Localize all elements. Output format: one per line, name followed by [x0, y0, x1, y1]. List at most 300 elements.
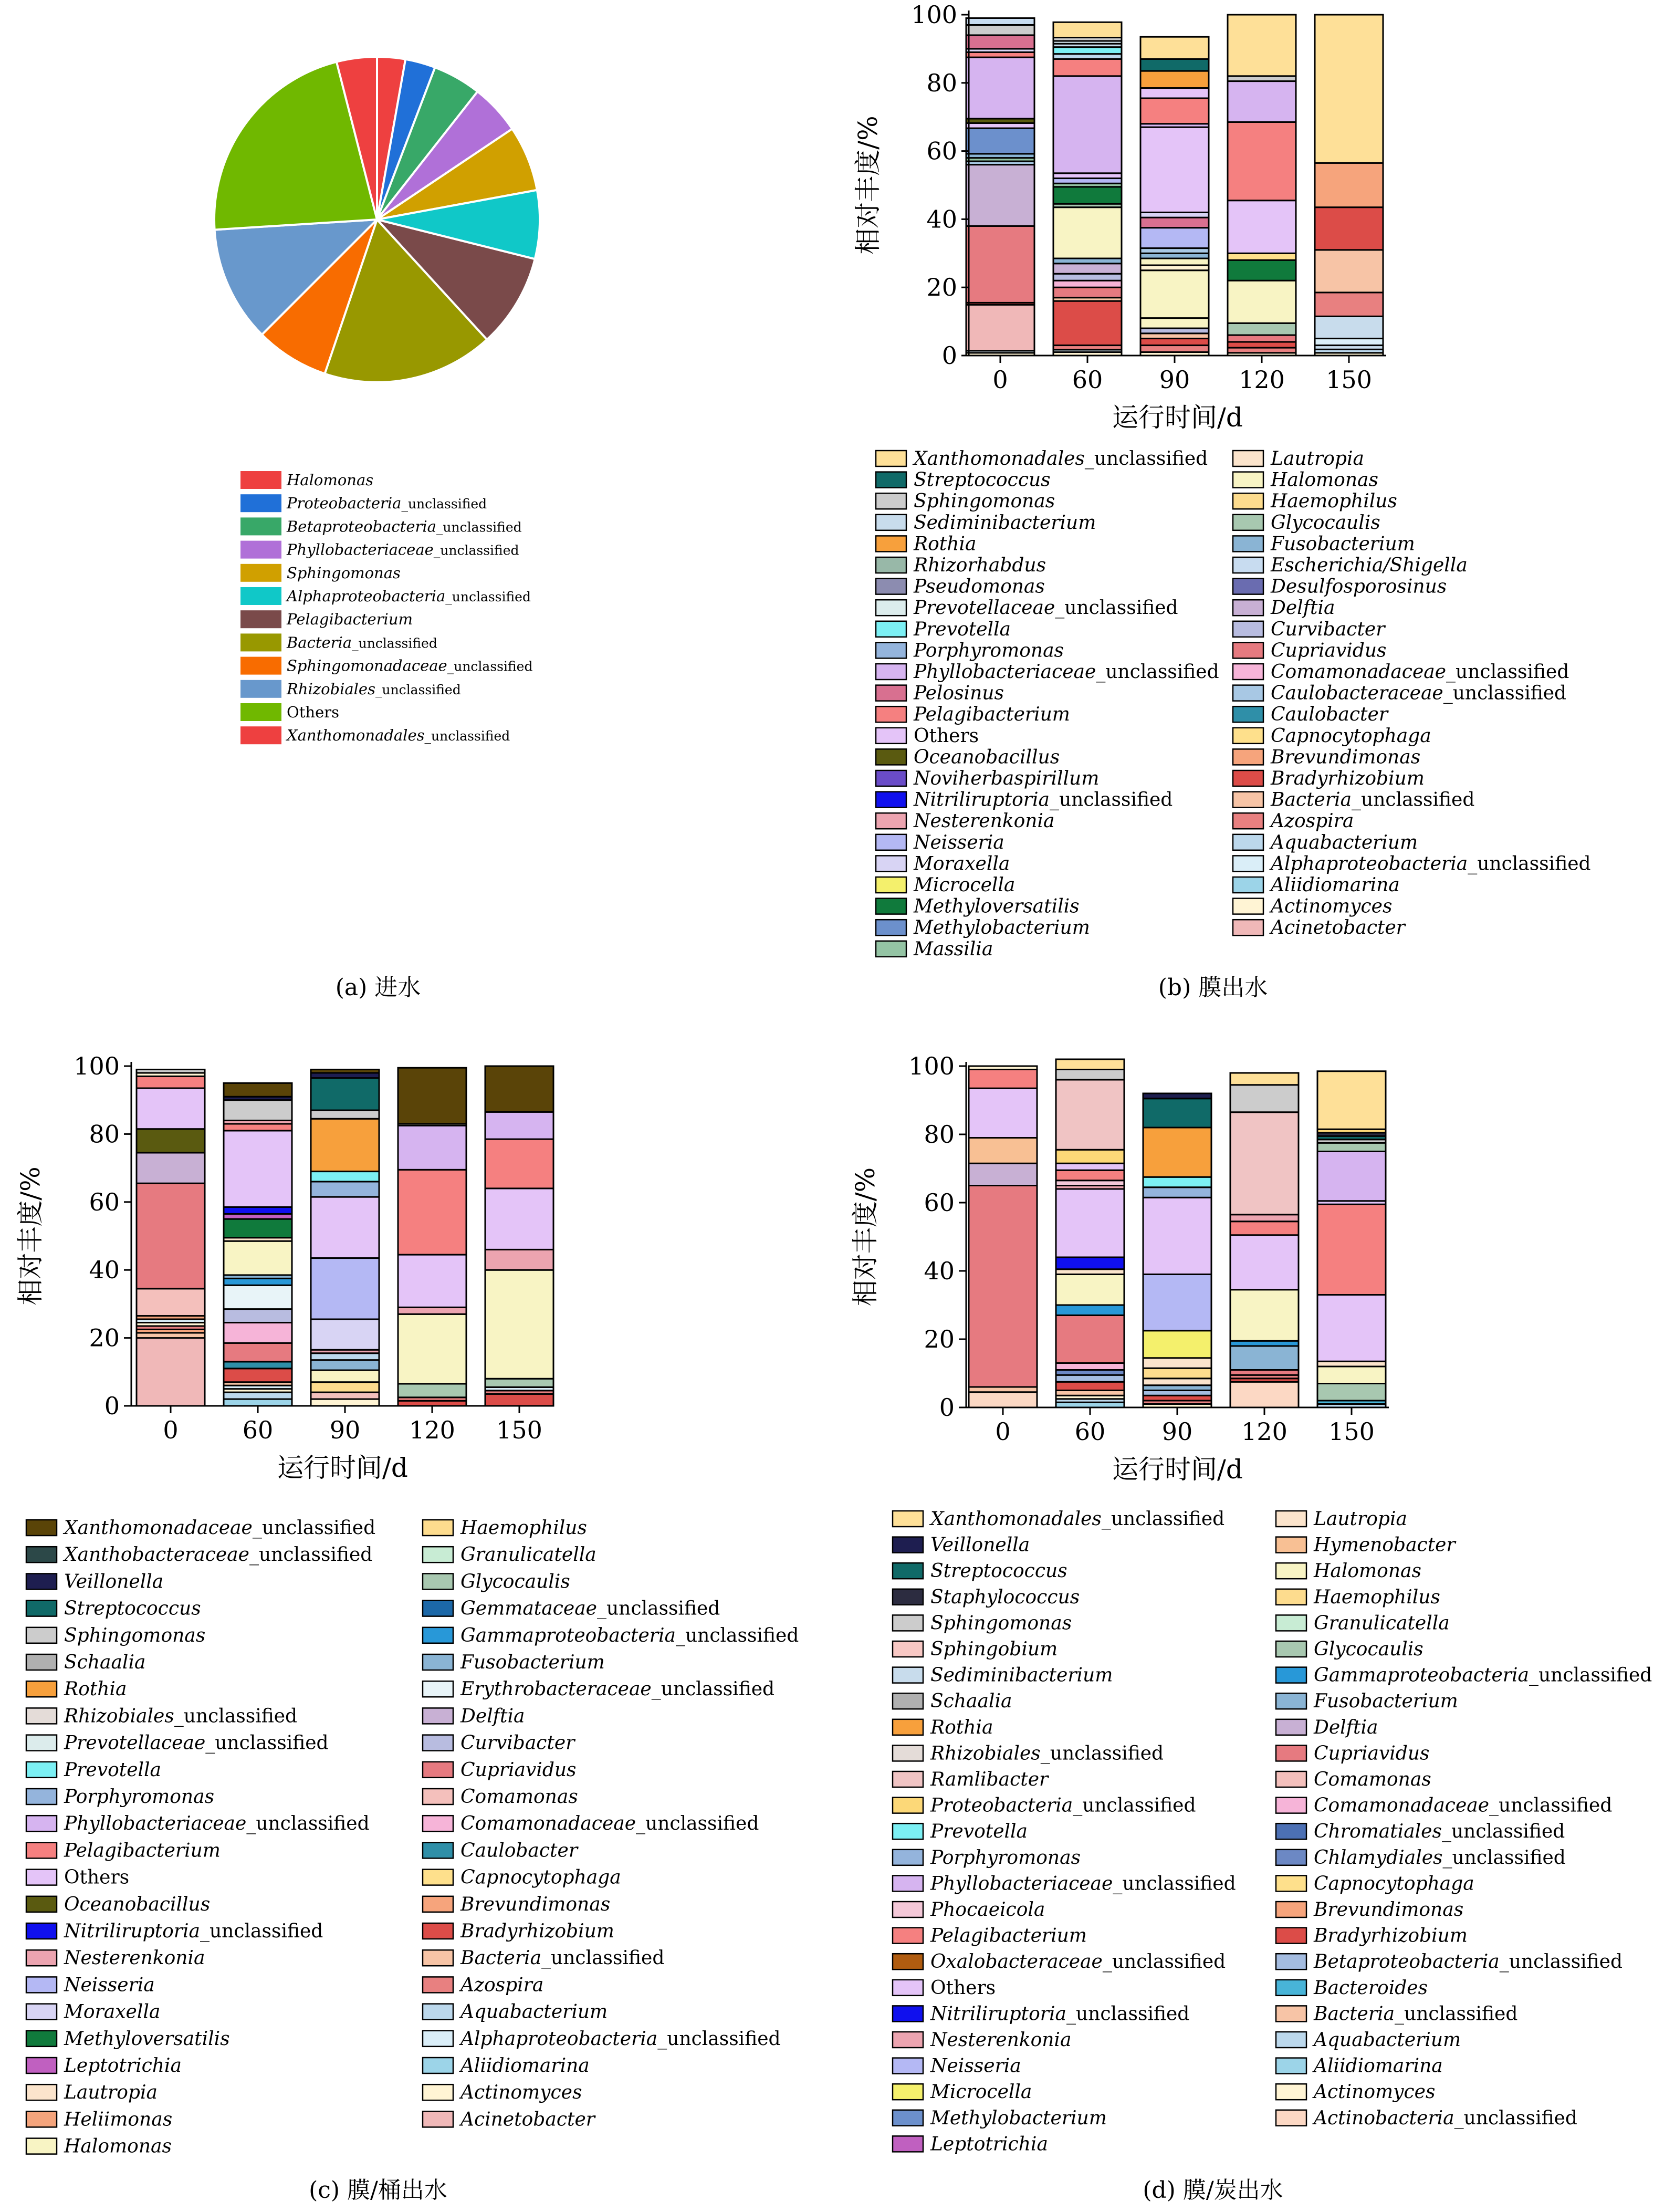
legend-label: Caulobacter [1271, 704, 1388, 726]
legend-label: Aliidiomarina [460, 2055, 590, 2077]
legend-swatch [1276, 1771, 1306, 1787]
legend-label: Sphingomonas [930, 1612, 1072, 1634]
legend-label: Escherichia/Shigella [1271, 555, 1468, 576]
legend-swatch [876, 493, 906, 509]
legend-label: Neisseria [64, 1974, 155, 1996]
legend-swatch [423, 1789, 453, 1804]
bar-segment [1230, 1222, 1299, 1235]
legend-label: Methyloversatilis [64, 2028, 230, 2050]
bar-segment [1053, 301, 1122, 345]
bar-segment [1315, 339, 1383, 346]
legend-swatch [240, 541, 281, 559]
bar-segment [224, 1131, 292, 1207]
legend-label: Pelagibacterium [287, 610, 413, 629]
legend-swatch [876, 813, 906, 829]
legend-label: Phyllobacteriaceae_unclassified [914, 661, 1219, 683]
legend-label: Capnocytophaga [1314, 1873, 1474, 1895]
legend-swatch [893, 2006, 923, 2021]
legend-swatch [893, 1563, 923, 1579]
legend-swatch [893, 1615, 923, 1631]
legend-swatch [240, 680, 281, 698]
x-tick-label: 90 [1161, 1417, 1193, 1446]
bar-segment [1056, 1150, 1124, 1163]
legend-swatch [26, 2138, 57, 2154]
legend-swatch [1233, 472, 1263, 488]
bar-segment [1143, 1093, 1211, 1099]
legend-swatch [876, 834, 906, 850]
legend-swatch [1233, 600, 1263, 615]
legend-label: Veillonella [64, 1571, 164, 1593]
legend-label: Porphyromonas [914, 640, 1064, 662]
legend-label: Glycocaulis [460, 1571, 570, 1593]
bar-segment [398, 1170, 466, 1255]
bar-segment [1228, 280, 1296, 323]
legend-swatch [1233, 728, 1263, 744]
legend-label: Bacteria_unclassified [287, 633, 437, 652]
legend-label: Alphaproteobacteria_unclassified [460, 2028, 781, 2050]
legend-label: Others [287, 703, 340, 721]
legend-swatch [893, 1693, 923, 1709]
legend-swatch [876, 920, 906, 935]
legend-label: Curvibacter [1271, 618, 1385, 640]
bar-segment [1230, 1085, 1299, 1112]
bar-segment [1228, 342, 1296, 348]
panel-c-stacked-bar-chart [15, 1052, 799, 2157]
x-tick-label: 150 [1328, 1417, 1375, 1446]
bar-segment [485, 1249, 553, 1270]
legend-swatch [423, 2084, 453, 2100]
legend-label: Fusobacterium [1314, 1691, 1458, 1713]
legend-label: Rothia [914, 533, 977, 555]
bar-segment [1140, 318, 1209, 328]
legend-label: Cupriavidus [1314, 1743, 1430, 1765]
bar-segment [137, 1338, 205, 1406]
legend-swatch [26, 2031, 57, 2047]
legend-swatch [1276, 1537, 1306, 1553]
bar-segment [137, 1153, 205, 1183]
legend-swatch [1233, 685, 1263, 701]
legend-label: Phyllobacteriaceae_unclassified [287, 540, 519, 559]
x-tick-label: 90 [1159, 366, 1190, 394]
bar-segment [398, 1307, 466, 1314]
legend-swatch [876, 792, 906, 808]
legend-label: Comamonadaceae_unclassified [1314, 1794, 1613, 1817]
legend-swatch [26, 1923, 57, 1939]
y-tick-label: 20 [926, 273, 957, 302]
x-tick-label: 60 [242, 1416, 274, 1444]
bar-segment [1230, 1073, 1299, 1085]
legend-swatch [876, 749, 906, 765]
legend-swatch [26, 2084, 57, 2100]
legend-swatch [893, 1667, 923, 1683]
bar-segment [311, 1110, 379, 1119]
legend-swatch [893, 1850, 923, 1865]
legend-swatch [1233, 451, 1263, 466]
legend-swatch [1276, 1875, 1306, 1891]
legend-label: Betaproteobacteria_unclassified [1314, 1951, 1623, 1973]
bar-segment [224, 1369, 292, 1382]
legend-label: Pelagibacterium [930, 1925, 1087, 1947]
legend-swatch [1276, 1954, 1306, 1969]
bar-segment [137, 1076, 205, 1088]
legend-label: Sphingomonadaceae_unclassified [287, 656, 533, 675]
bar-segment [1143, 1177, 1211, 1187]
bar-segment [1315, 207, 1383, 250]
legend-swatch [1276, 2032, 1306, 2048]
bar-segment [1315, 293, 1383, 316]
bar-segment [1228, 15, 1296, 76]
legend-label: Alphaproteobacteria_unclassified [287, 587, 531, 605]
bar-segment [1315, 15, 1383, 163]
bar-segment [1140, 127, 1209, 212]
legend-swatch [26, 1601, 57, 1616]
legend-swatch [876, 600, 906, 615]
legend-label: Lautropia [64, 2082, 158, 2104]
bar-segment [137, 1289, 205, 1316]
caption-c: (c) 膜/桶出水 [309, 2177, 447, 2204]
legend-swatch [893, 2136, 923, 2152]
legend-label: Comamonadaceae_unclassified [460, 1813, 759, 1835]
bar-segment [1053, 59, 1122, 76]
bar-segment [398, 1314, 466, 1384]
bar-segment [485, 1188, 553, 1249]
bar-segment [1056, 1170, 1124, 1181]
bar-segment [969, 1392, 1037, 1407]
legend-swatch [423, 1923, 453, 1939]
bar-segment [969, 1138, 1037, 1164]
legend-label: Methylobacterium [930, 2107, 1107, 2129]
legend-swatch [1276, 1511, 1306, 1527]
legend-swatch [893, 1823, 923, 1839]
legend-label: Sphingomonas [287, 564, 401, 582]
bar-segment [1228, 201, 1296, 254]
bar-segment [311, 1370, 379, 1382]
legend-swatch [893, 2058, 923, 2074]
legend-label: Delftia [1271, 597, 1335, 619]
legend-label: Pelagibacterium [64, 1840, 221, 1862]
legend-label: Prevotellaceae_unclassified [914, 597, 1178, 619]
legend-label: Bacteria_unclassified [460, 1947, 665, 1969]
legend-label: Porphyromonas [64, 1786, 215, 1808]
legend-swatch [26, 1573, 57, 1589]
legend-swatch [876, 685, 906, 701]
bar-segment [1140, 346, 1209, 352]
legend-label: Nesterenkonia [914, 810, 1055, 832]
legend-swatch [26, 1789, 57, 1804]
bar-segment [1317, 1295, 1386, 1362]
legend-swatch [893, 2032, 923, 2048]
legend-label: Brevundimonas [1314, 1899, 1464, 1921]
legend-swatch [423, 1627, 453, 1643]
bar-segment [1228, 260, 1296, 280]
legend-label: Microcella [914, 874, 1016, 896]
y-tick-label: 60 [924, 1188, 955, 1217]
legend-label: Prevotella [914, 618, 1011, 640]
legend-label: Oceanobacillus [914, 746, 1060, 768]
legend-label: Sphingomonas [914, 491, 1055, 513]
legend-label: Halomonas [1314, 1560, 1421, 1582]
legend-swatch [893, 2084, 923, 2100]
bar-segment [311, 1392, 379, 1399]
legend-swatch [1233, 792, 1263, 808]
legend-swatch [1276, 1641, 1306, 1657]
x-tick-label: 60 [1072, 366, 1103, 394]
legend-label: Cupriavidus [460, 1759, 577, 1781]
legend-label: Chromatiales_unclassified [1314, 1821, 1565, 1843]
y-tick-label: 100 [74, 1052, 120, 1080]
legend-label: Leptotrichia [930, 2133, 1048, 2155]
legend-label: Sphingobium [930, 1639, 1058, 1660]
legend-swatch [893, 1902, 923, 1917]
legend-swatch [423, 1896, 453, 1912]
caption-a: (a) 进水 [335, 974, 421, 1001]
legend-swatch [893, 1875, 923, 1891]
legend-label: Prevotella [930, 1821, 1028, 1843]
legend-swatch [876, 899, 906, 914]
x-tick-label: 150 [496, 1416, 542, 1444]
panel-d-stacked-bar-chart [850, 1052, 1652, 2155]
bar-segment [398, 1068, 466, 1124]
legend-swatch [1233, 621, 1263, 637]
bar-segment [1228, 122, 1296, 200]
legend-label: Nesterenkonia [930, 2029, 1072, 2051]
legend-swatch [1276, 1928, 1306, 1944]
legend-swatch [423, 1977, 453, 1992]
legend-swatch [1276, 1745, 1306, 1761]
bar-segment [1317, 1071, 1386, 1130]
bar-segment [311, 1353, 379, 1360]
panel-b-stacked-bar-chart [853, 1, 1591, 960]
legend-swatch [876, 770, 906, 786]
legend-swatch [1233, 536, 1263, 551]
legend-label: Haemophilus [460, 1517, 587, 1539]
y-axis-label: 相对丰度/% [850, 1167, 881, 1307]
legend-label: Actinomyces [1314, 2081, 1436, 2103]
legend-swatch [423, 2031, 453, 2047]
legend-swatch [1276, 2006, 1306, 2021]
y-axis-label: 相对丰度/% [853, 116, 883, 255]
legend-swatch [26, 1735, 57, 1751]
bar-segment [1140, 270, 1209, 318]
legend-label: Haemophilus [1271, 491, 1397, 513]
legend-swatch [893, 1537, 923, 1553]
bar-segment [966, 305, 1034, 351]
legend-swatch [893, 1511, 923, 1527]
bar-segment [1230, 1290, 1299, 1341]
x-tick-label: 60 [1074, 1417, 1106, 1446]
bar-segment [966, 18, 1034, 25]
bar-segment [969, 1066, 1037, 1070]
legend-label: Pelagibacterium [914, 704, 1070, 726]
x-axis-label: 运行时间/d [1112, 1454, 1243, 1485]
bar-segment [966, 35, 1034, 49]
y-tick-label: 40 [924, 1257, 955, 1285]
legend-label: Prevotella [64, 1759, 162, 1781]
legend-swatch [1276, 1980, 1306, 1996]
bar-segment [1230, 1235, 1299, 1290]
bar-segment [311, 1399, 379, 1406]
legend-swatch [876, 579, 906, 594]
bar-segment [1056, 1080, 1124, 1150]
legend-label: Porphyromonas [930, 1846, 1081, 1869]
x-tick-label: 120 [1241, 1417, 1287, 1446]
legend-swatch [876, 728, 906, 744]
legend-swatch [423, 1815, 453, 1831]
legend-swatch [1233, 920, 1263, 935]
bar-segment [1053, 264, 1122, 274]
legend-label: Comamonadaceae_unclassified [1271, 661, 1569, 683]
legend-swatch [423, 1708, 453, 1724]
legend-swatch [26, 1950, 57, 1966]
legend-label: Acinetobacter [460, 2109, 595, 2131]
bar-segment [1056, 1163, 1124, 1170]
legend-label: Rhizorhabdus [914, 555, 1046, 576]
legend-label: Heliimonas [64, 2109, 173, 2131]
bar-segment [311, 1119, 379, 1171]
legend-label: Pseudomonas [914, 576, 1045, 598]
legend-label: Bacteria_unclassified [1271, 789, 1475, 811]
legend-swatch [423, 1762, 453, 1778]
bar-segment [1317, 1152, 1386, 1201]
legend-swatch [1233, 855, 1263, 871]
legend-swatch [893, 1980, 923, 1996]
bar-segment [224, 1362, 292, 1369]
bar-segment [1230, 1215, 1299, 1222]
bar-segment [311, 1197, 379, 1258]
legend-label: Caulobacter [460, 1840, 578, 1862]
y-tick-label: 60 [89, 1187, 120, 1216]
bar-segment [966, 165, 1034, 226]
legend-label: Capnocytophaga [460, 1866, 621, 1888]
legend-swatch [26, 1815, 57, 1831]
legend-label: Methyloversatilis [914, 895, 1080, 917]
legend-swatch [26, 1896, 57, 1912]
legend-label: Phocaeicola [930, 1899, 1045, 1921]
legend-swatch [240, 587, 281, 605]
bar-segment [137, 1129, 205, 1153]
legend-label: Actinobacteria_unclassified [1314, 2107, 1577, 2129]
bar-segment [224, 1207, 292, 1214]
legend-swatch [240, 726, 281, 744]
y-tick-label: 100 [911, 1, 957, 29]
legend-swatch [1233, 515, 1263, 530]
bar-segment [311, 1078, 379, 1110]
legend-swatch [876, 941, 906, 957]
bar-segment [224, 1392, 292, 1399]
legend-swatch [26, 1762, 57, 1778]
legend-swatch [423, 1547, 453, 1562]
legend-swatch [26, 1627, 57, 1643]
legend-swatch [423, 1573, 453, 1589]
legend-swatch [423, 1520, 453, 1536]
legend-swatch [423, 1735, 453, 1751]
y-tick-label: 40 [89, 1256, 120, 1285]
legend-label: Gemmataceae_unclassified [460, 1598, 720, 1620]
legend-swatch [1233, 770, 1263, 786]
bar-segment [1140, 37, 1209, 59]
legend-label: Azospira [1271, 810, 1354, 832]
legend-swatch [1233, 706, 1263, 722]
legend-swatch [1276, 1823, 1306, 1839]
legend-label: Lautropia [1314, 1508, 1407, 1530]
legend-label: Desulfosporosinus [1271, 576, 1447, 598]
bar-segment [1056, 1375, 1124, 1382]
legend-label: Glycocaulis [1314, 1639, 1423, 1660]
legend-label: Staphylococcus [930, 1586, 1080, 1608]
legend-swatch [876, 877, 906, 893]
legend-swatch [240, 471, 281, 489]
legend-label: Others [64, 1866, 130, 1888]
legend-swatch [1276, 1667, 1306, 1683]
legend-label: Acinetobacter [1271, 917, 1405, 939]
legend-label: Granulicatella [1314, 1612, 1450, 1634]
legend-swatch [26, 1681, 57, 1697]
legend-label: Proteobacteria_unclassified [287, 494, 487, 513]
bar-segment [966, 128, 1034, 154]
legend-label: Gammaproteobacteria_unclassified [460, 1624, 799, 1646]
x-tick-label: 0 [992, 366, 1008, 394]
bar-segment [1140, 258, 1209, 265]
legend-label: Aliidiomarina [1271, 874, 1400, 896]
bar-segment [137, 1183, 205, 1289]
legend-label: Rhizobiales_unclassified [64, 1705, 298, 1727]
bar-segment [224, 1399, 292, 1406]
legend-label: Rothia [930, 1716, 993, 1738]
bar-segment [224, 1241, 292, 1275]
legend-label: Azospira [460, 1974, 544, 1996]
bar-segment [311, 1360, 379, 1370]
y-tick-label: 20 [924, 1325, 955, 1353]
legend-swatch [876, 451, 906, 466]
legend-label: Aquabacterium [1271, 831, 1418, 853]
legend-label: Granulicatella [460, 1544, 596, 1566]
legend-label: Xanthomonadales_unclassified [287, 726, 510, 745]
legend-label: Others [930, 1977, 996, 1999]
bar-segment [1228, 81, 1296, 122]
legend-label: Bradyrhizobium [460, 1921, 614, 1942]
legend-label: Halomonas [287, 471, 374, 489]
y-axis-label: 相对丰度/% [15, 1166, 46, 1306]
legend-label: Chlamydiales_unclassified [1314, 1846, 1566, 1869]
bar-segment [966, 226, 1034, 302]
panel-a-pie-chart [214, 57, 540, 744]
legend-label: Delftia [460, 1705, 525, 1727]
bar-segment [1317, 1143, 1386, 1151]
bar-segment [1228, 253, 1296, 260]
legend-label: Methylobacterium [914, 917, 1090, 939]
legend-swatch [1233, 579, 1263, 594]
bar-segment [1143, 1099, 1211, 1128]
bar-segment [1143, 1197, 1211, 1274]
legend-label: Actinomyces [1271, 895, 1393, 917]
legend-swatch [423, 2111, 453, 2127]
legend-label: Sediminibacterium [930, 1664, 1113, 1686]
bar-segment [1315, 163, 1383, 207]
legend-label: Moraxella [64, 2001, 161, 2023]
legend-label: Caulobacteraceae_unclassified [1271, 682, 1567, 704]
legend-label: Aquabacterium [1314, 2029, 1461, 2051]
legend-swatch [1276, 1693, 1306, 1709]
legend-label: Microcella [930, 2081, 1032, 2103]
legend-label: Capnocytophaga [1271, 725, 1431, 747]
bar-segment [1315, 316, 1383, 338]
legend-label: Rhizobiales_unclassified [930, 1743, 1164, 1765]
bar-segment [224, 1083, 292, 1097]
y-tick-label: 20 [89, 1323, 120, 1352]
bar-segment [969, 1088, 1037, 1138]
legend-swatch [876, 515, 906, 530]
legend-swatch [240, 564, 281, 582]
